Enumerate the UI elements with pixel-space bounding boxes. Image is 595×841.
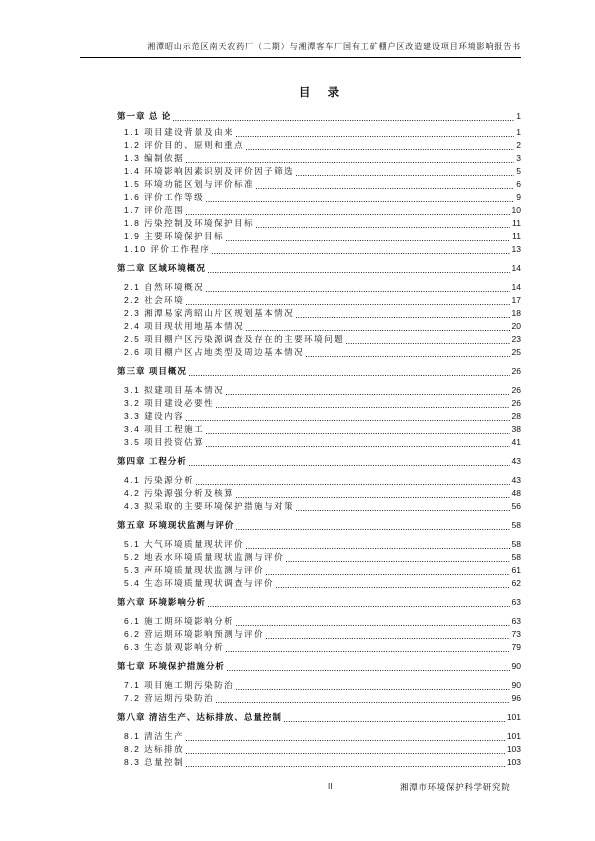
toc-section-entry[interactable] (117, 474, 521, 487)
toc-chapter-title: 第八章 清洁生产、达标排放、总量控制 (117, 712, 282, 722)
dot-leader (284, 721, 505, 722)
toc-section-title: 3.5 项目投资估算 (124, 437, 205, 447)
toc-section-title: 5.2 地表水环境质量现状监测与评价 (124, 552, 285, 562)
toc-section-entry[interactable] (117, 756, 521, 769)
dot-leader (266, 574, 509, 575)
toc-section-entry[interactable] (117, 346, 521, 359)
toc-section-entry[interactable] (117, 730, 521, 743)
toc-section-title: 1.7 评价范围 (124, 205, 185, 215)
page-number: 11 (512, 218, 521, 228)
toc-chapter-title: 第四章 工程分析 (117, 456, 187, 466)
page-number: 103 (506, 744, 521, 754)
footer-organization: 湘潭市环境保护科学研究院 (400, 782, 511, 792)
dot-leader (226, 394, 509, 395)
dot-leader (212, 253, 509, 254)
dot-leader (236, 529, 509, 530)
toc-section-title: 2.4 项目现状用地基本情况 (124, 321, 245, 331)
toc-list (117, 110, 521, 769)
toc-section-title: 1.5 环境功能区划与评价标准 (124, 179, 255, 189)
toc-section-entry[interactable] (117, 628, 521, 641)
toc-section-title: 1.1 项目建设背景及由来 (124, 127, 235, 137)
page-number: 14 (511, 263, 521, 273)
running-header (80, 40, 521, 58)
dot-leader (206, 433, 509, 434)
toc-section-title: 2.1 自然环境概况 (124, 282, 205, 292)
toc-section-entry[interactable] (117, 743, 521, 756)
toc-section-entry[interactable] (117, 410, 521, 423)
toc-section-title: 2.5 项目棚户区污染源调查及存在的主要环境问题 (124, 334, 345, 344)
toc-section-entry[interactable] (117, 243, 521, 256)
toc-section-entry[interactable] (117, 191, 521, 204)
page-number: 10 (511, 205, 521, 215)
dot-leader (276, 587, 509, 588)
dot-leader (206, 446, 509, 447)
page-number: 26 (511, 398, 521, 408)
page-number: 43 (511, 475, 521, 485)
dot-leader (246, 330, 509, 331)
page-number: 101 (506, 731, 521, 741)
page-number: 61 (511, 565, 521, 575)
toc-chapter-entry[interactable] (117, 519, 521, 532)
page-number: 56 (511, 501, 521, 511)
dot-leader (346, 343, 509, 344)
page-number: 3 (516, 153, 521, 163)
toc-chapter-title: 第五章 环境现状监测与评价 (117, 520, 235, 530)
page-number: 101 (506, 712, 521, 722)
toc-section-title: 8.1 清洁生产 (124, 731, 185, 741)
toc-section-entry[interactable] (117, 139, 521, 152)
page-number: 26 (511, 385, 521, 395)
page-number: 17 (511, 295, 521, 305)
toc-section-entry[interactable] (117, 217, 521, 230)
toc-section-title: 1.9 主要环境保护目标 (124, 231, 225, 241)
footer-page-number: II (328, 782, 333, 791)
toc-chapter-group (117, 455, 521, 513)
toc-section-title: 4.1 污染源分析 (124, 475, 195, 485)
toc-section-entry[interactable] (117, 423, 521, 436)
page-number: 25 (511, 347, 521, 357)
page-number: 6 (516, 179, 521, 189)
page-number: 96 (511, 693, 521, 703)
toc-section-entry[interactable] (117, 294, 521, 307)
toc-chapter-title: 第一章 总 论 (117, 111, 172, 121)
page-number: 90 (511, 661, 521, 671)
page-number: 41 (511, 437, 521, 447)
dot-leader (186, 214, 509, 215)
page-number: 14 (511, 282, 521, 292)
toc-section-title: 2.6 项目棚户区占地类型及周边基本情况 (124, 347, 305, 357)
toc-section-title: 1.2 评价目的、原则和重点 (124, 140, 245, 150)
page-number: 58 (511, 552, 521, 562)
page-number: 63 (511, 616, 521, 626)
toc-chapter-title: 第二章 区域环境概况 (117, 263, 206, 273)
toc-section-title: 6.1 施工期环境影响分析 (124, 616, 235, 626)
dot-leader (286, 561, 509, 562)
toc-section-title: 5.3 声环境质量现状监测与评价 (124, 565, 265, 575)
toc-section-title: 3.1 拟建项目基本情况 (124, 385, 225, 395)
toc-chapter-group (117, 660, 521, 705)
page-number: 103 (506, 757, 521, 767)
dot-leader (186, 304, 509, 305)
toc-section-entry[interactable] (117, 641, 521, 654)
dot-leader (306, 356, 509, 357)
page-number: 58 (511, 539, 521, 549)
page-number: 5 (516, 166, 521, 176)
dot-leader (296, 175, 514, 176)
toc-chapter-group (117, 519, 521, 590)
toc-section-title: 6.3 生态景观影响分析 (124, 642, 225, 652)
toc-section-entry[interactable] (117, 230, 521, 243)
toc-chapter-entry[interactable] (117, 365, 521, 378)
page-number: 1 (516, 127, 521, 137)
toc-section-entry[interactable] (117, 281, 521, 294)
page-number: 1 (516, 111, 521, 121)
toc-heading: 目 录 (298, 87, 340, 99)
dot-leader (186, 420, 509, 421)
toc-section-entry[interactable] (117, 487, 521, 500)
toc-section-entry[interactable] (117, 551, 521, 564)
page-number: 73 (511, 629, 521, 639)
dot-leader (186, 766, 505, 767)
toc-chapter-entry[interactable] (117, 596, 521, 609)
toc-section-entry[interactable] (117, 679, 521, 692)
dot-leader (266, 638, 509, 639)
toc-chapter-group (117, 711, 521, 769)
toc-section-entry[interactable] (117, 538, 521, 551)
toc-section-entry[interactable] (117, 397, 521, 410)
toc-chapter-group (117, 596, 521, 654)
toc-section-entry[interactable] (117, 615, 521, 628)
toc-section-title: 1.10 评价工作程序 (124, 244, 211, 254)
toc-section-entry[interactable] (117, 165, 521, 178)
toc-section-entry[interactable] (117, 126, 521, 139)
dot-leader (189, 465, 510, 466)
toc-section-title: 3.2 项目建设必要性 (124, 398, 215, 408)
toc-section-entry[interactable] (117, 564, 521, 577)
dot-leader (173, 120, 514, 121)
page-number: 26 (511, 366, 521, 376)
toc-section-entry[interactable] (117, 152, 521, 165)
dot-leader (256, 227, 510, 228)
toc-section-entry[interactable] (117, 384, 521, 397)
toc-section-entry[interactable] (117, 320, 521, 333)
toc-section-title: 1.4 环境影响因素识别及评价因子筛选 (124, 166, 295, 176)
toc-section-title: 7.1 项目施工期污染防治 (124, 680, 235, 690)
toc-chapter-group (117, 365, 521, 449)
toc-section-entry[interactable] (117, 577, 521, 590)
dot-leader (236, 136, 514, 137)
dot-leader (189, 375, 510, 376)
toc-section-title: 6.2 营运期环境影响预测与评价 (124, 629, 265, 639)
dot-leader (186, 162, 514, 163)
toc-section-entry[interactable] (117, 204, 521, 217)
dot-leader (236, 497, 509, 498)
report-title-header: 湘潭昭山示范区南天农药厂（二期）与湘潭客车厂国有工矿棚户区改造建设项目环境影响报告书 (147, 42, 521, 51)
toc-section-entry[interactable] (117, 692, 521, 705)
toc-chapter-title: 第六章 环境影响分析 (117, 597, 206, 607)
toc-section-entry[interactable] (117, 307, 521, 320)
toc-section-title: 3.3 建设内容 (124, 411, 185, 421)
toc-chapter-group (117, 262, 521, 359)
dot-leader (216, 702, 509, 703)
toc-section-title: 1.3 编制依据 (124, 153, 185, 163)
dot-leader (296, 510, 509, 511)
toc-section-title: 4.2 污染源强分析及核算 (124, 488, 235, 498)
toc-section-title: 1.6 评价工作等级 (124, 192, 205, 202)
dot-leader (227, 670, 510, 671)
toc-section-title: 1.8 污染控制及环境保护目标 (124, 218, 255, 228)
toc-section-title: 4.3 拟采取的主要环境保护措施与对策 (124, 501, 295, 511)
toc-section-title: 2.2 社会环境 (124, 295, 185, 305)
page-number: 90 (511, 680, 521, 690)
toc-section-title: 5.4 生态环境质量现状调查与评价 (124, 578, 275, 588)
page-number: 2 (516, 140, 521, 150)
toc-section-title: 3.4 项目工程施工 (124, 424, 205, 434)
page-number: 11 (512, 231, 521, 241)
page-number: 63 (511, 597, 521, 607)
toc-section-title: 5.1 大气环境质量现状评价 (124, 539, 245, 549)
dot-leader (186, 740, 505, 741)
page-number: 79 (511, 642, 521, 652)
page-number: 23 (511, 334, 521, 344)
toc-section-entry[interactable] (117, 178, 521, 191)
dot-leader (246, 149, 514, 150)
toc-section-title: 8.2 达标排放 (124, 744, 185, 754)
dot-leader (226, 240, 510, 241)
toc-section-entry[interactable] (117, 436, 521, 449)
page-number: 58 (511, 520, 521, 530)
toc-chapter-entry[interactable] (117, 660, 521, 673)
dot-leader (246, 548, 509, 549)
toc-chapter-group (117, 110, 521, 256)
dot-leader (208, 606, 510, 607)
dot-leader (256, 188, 514, 189)
toc-chapter-entry[interactable] (117, 262, 521, 275)
toc-section-entry[interactable] (117, 500, 521, 513)
dot-leader (196, 484, 509, 485)
dot-leader (236, 625, 509, 626)
toc-section-entry[interactable] (117, 333, 521, 346)
toc-chapter-title: 第三章 项目概况 (117, 366, 187, 376)
dot-leader (216, 407, 509, 408)
toc-chapter-entry[interactable] (117, 455, 521, 468)
toc-chapter-entry[interactable] (117, 110, 521, 123)
toc-chapter-title: 第七章 环境保护措施分析 (117, 661, 225, 671)
running-footer (80, 781, 521, 793)
page-number: 43 (511, 456, 521, 466)
dot-leader (296, 317, 509, 318)
dot-leader (208, 272, 510, 273)
page-number: 9 (516, 192, 521, 202)
page-number: 48 (511, 488, 521, 498)
page-number: 28 (511, 411, 521, 421)
dot-leader (206, 291, 509, 292)
toc-chapter-entry[interactable] (117, 711, 521, 724)
dot-leader (236, 689, 509, 690)
dot-leader (206, 201, 514, 202)
toc-section-title: 8.3 总量控制 (124, 757, 185, 767)
page-number: 13 (511, 244, 521, 254)
page-number: 62 (511, 578, 521, 588)
toc-section-title: 7.2 营运期污染防治 (124, 693, 215, 703)
toc-section-title: 2.3 湘潭易家湾昭山片区规划基本情况 (124, 308, 295, 318)
page-number: 38 (511, 424, 521, 434)
dot-leader (186, 753, 505, 754)
page-number: 18 (511, 308, 521, 318)
dot-leader (226, 651, 509, 652)
page-number: 20 (511, 321, 521, 331)
